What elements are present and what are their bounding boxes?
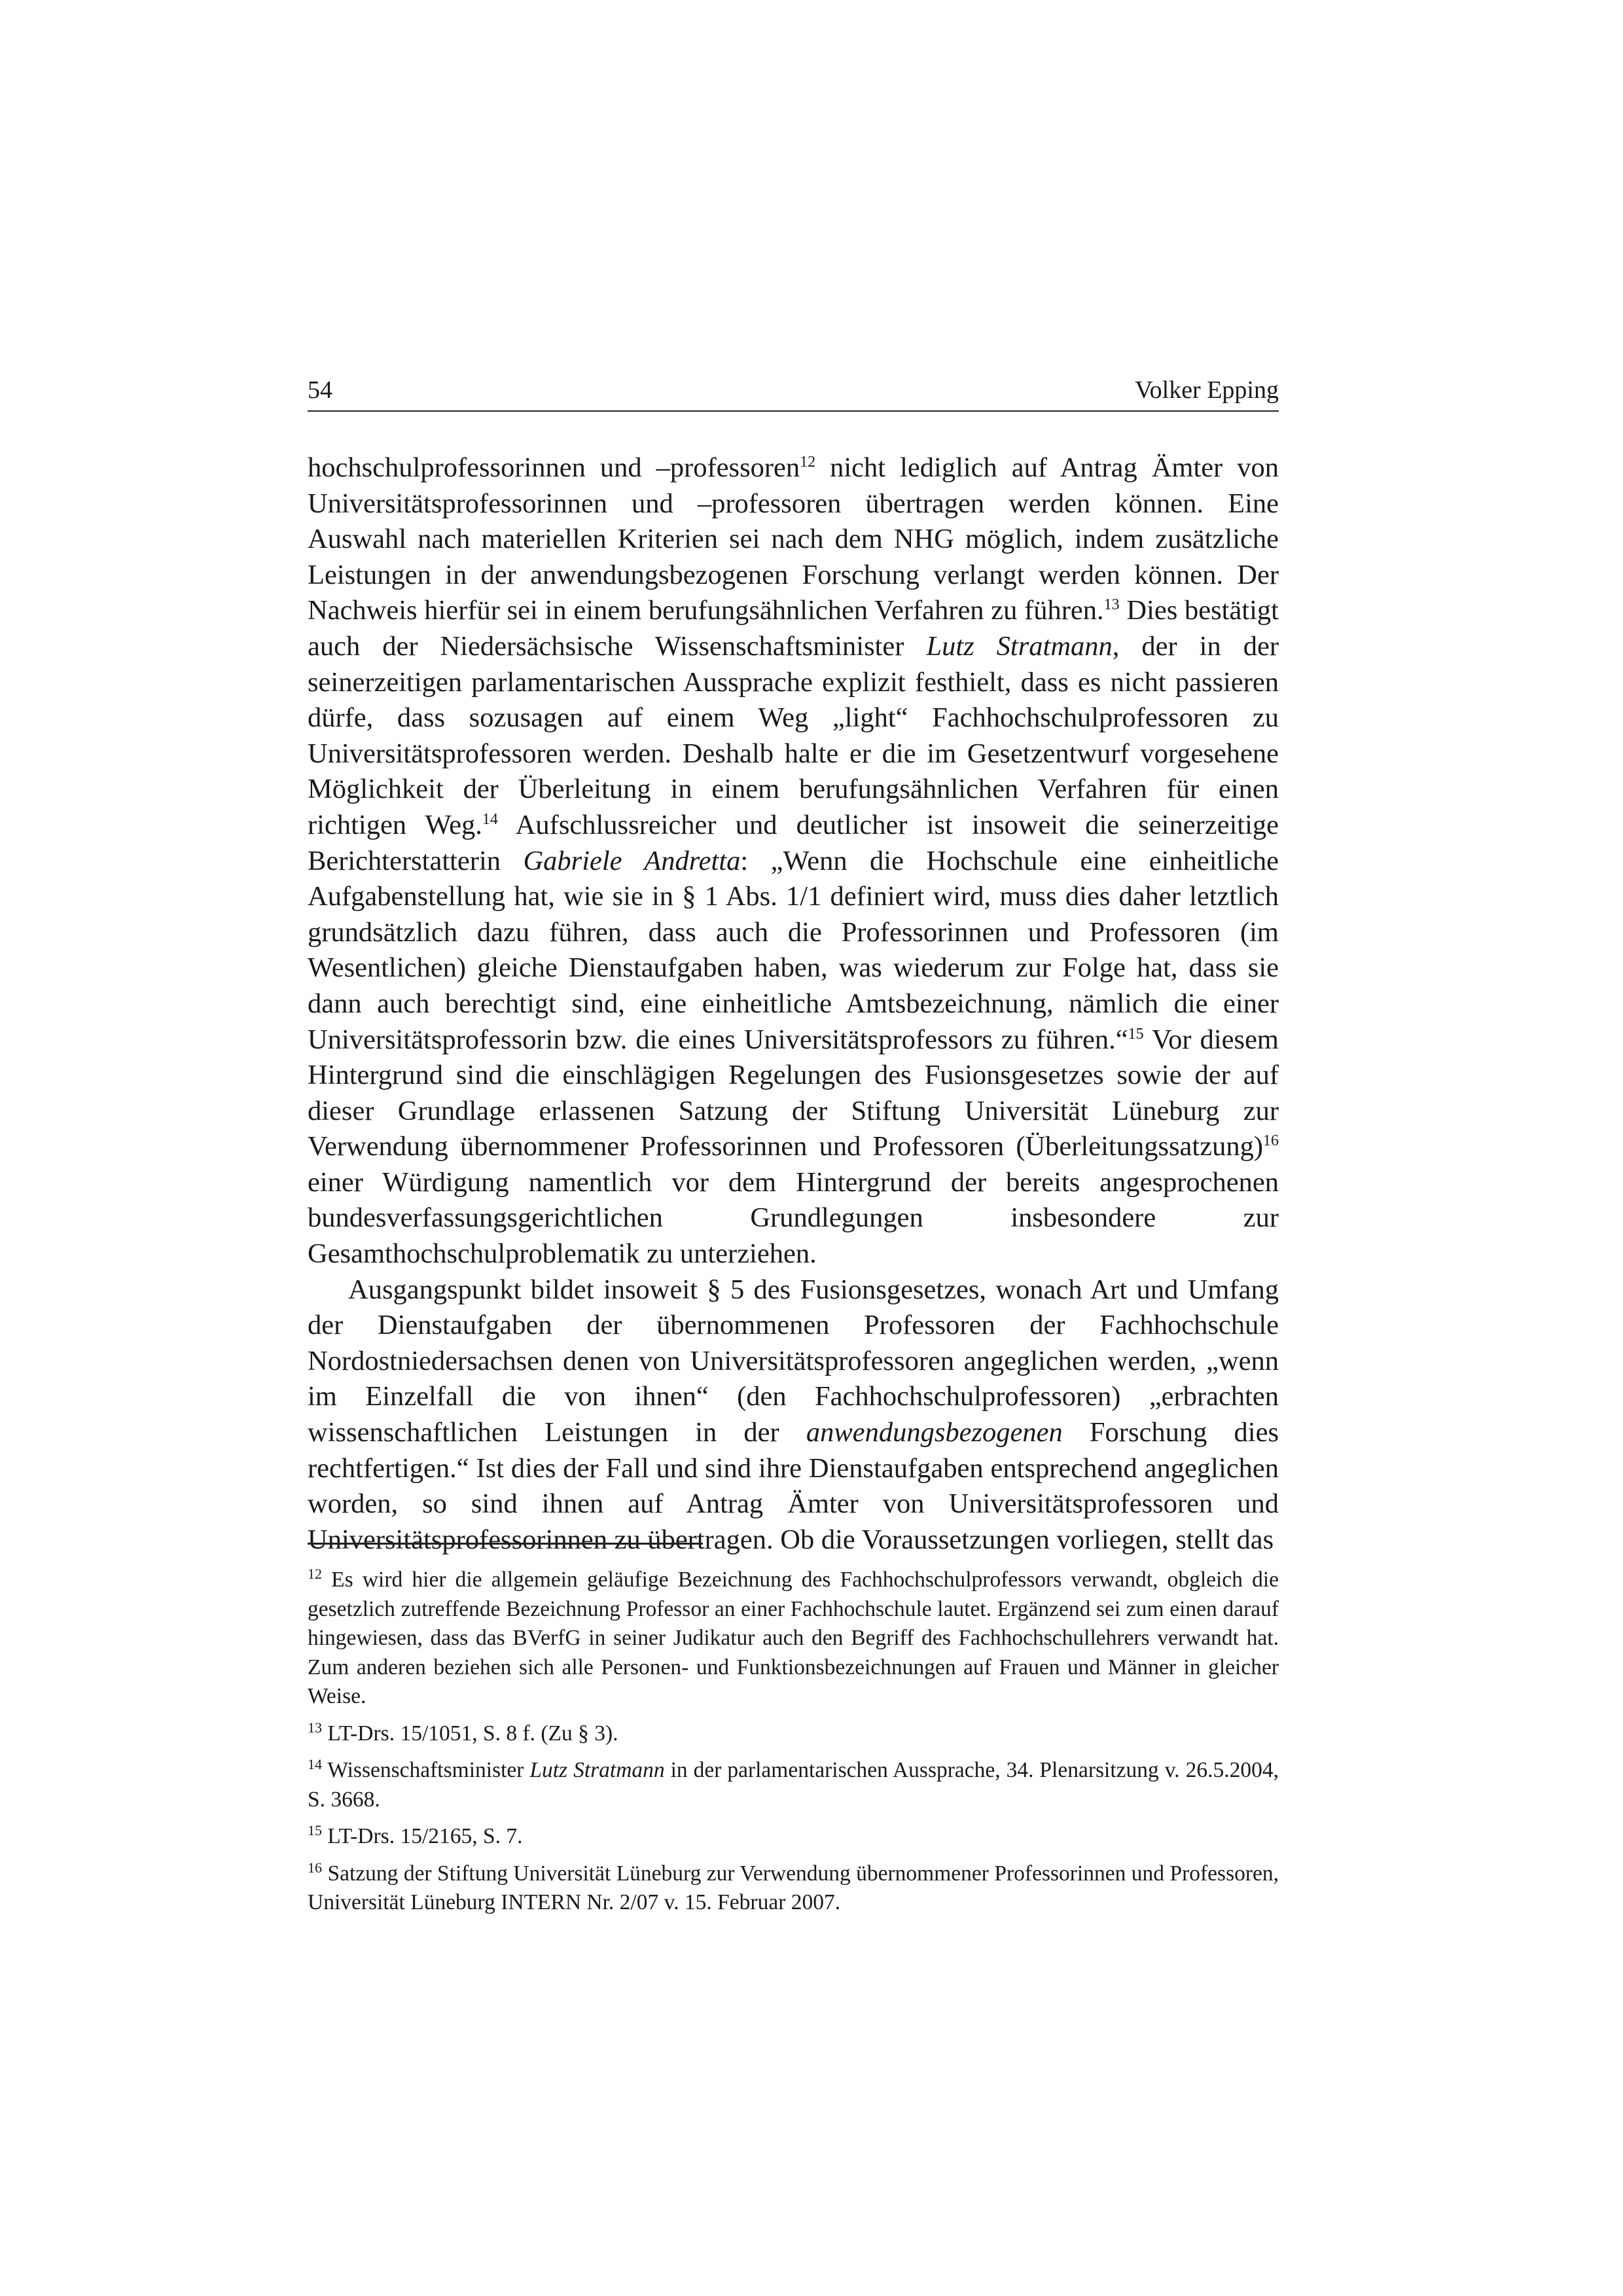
footnote-number: 12 bbox=[308, 1565, 322, 1582]
footnote-ref-12: 12 bbox=[800, 453, 816, 471]
person-name: Lutz Stratmann bbox=[529, 1758, 665, 1782]
footnote-number: 15 bbox=[308, 1821, 322, 1839]
footnote-text: Wissenschaftsminister bbox=[327, 1758, 530, 1782]
text-run: Vor diesem Hintergrund sind die einschlägigen Regelungen des Fusionsgesetzes sowie der auf dieser Grundlage erlassenen Satzung der Stiftung Universität Lüneburg zur Verwendung übernommener Professorinnen und Professoren (Überleitungssatzung) bbox=[308, 1024, 1279, 1162]
main-text bbox=[308, 450, 1279, 1558]
footnote-text: LT-Drs. 15/1051, S. 8 f. (Zu § 3). bbox=[327, 1721, 618, 1746]
running-author: Volker Epping bbox=[1135, 376, 1279, 404]
text-run: Dies bestätigt auch der Niedersächsische Wissenschaftsminister bbox=[308, 595, 1279, 662]
footnote-14 bbox=[308, 1756, 1279, 1814]
person-name: Lutz Stratmann bbox=[926, 630, 1113, 662]
paragraph bbox=[308, 1272, 1279, 1558]
footnote-12 bbox=[308, 1566, 1279, 1712]
text-run: einer Würdigung namentlich vor dem Hintergrund der bereits angesprochenen bundesverfassungsgerichtlichen Grundlegungen insbesondere zur Gesamthochschulproblematik zu unterziehen. bbox=[308, 1166, 1279, 1270]
text-run: nicht lediglich auf Antrag Ämter von Universitätsprofessorinnen und –professoren übertragen werden können. Eine Auswahl nach materiellen Kriterien sei nach dem NHG möglich, indem zusätzliche Leistungen in der anwendungsbezogenen Forschung verlangt werden können. Der Nachweis hierfür sei in einem berufungsähnlichen Verfahren zu führen. bbox=[308, 452, 1279, 626]
footnotes bbox=[308, 1566, 1279, 1926]
paragraph bbox=[308, 450, 1279, 1272]
footnote-separator bbox=[308, 1543, 703, 1545]
text-run: Forschung dies rechtfertigen.“ Ist dies der Fall und sind ihre Dienstaufgaben entsprechend angeglichen worden, so sind ihnen auf Antrag Ämter von Universitätsprofessoren und Universitätsprofessorinnen zu übertragen. Ob die Voraussetzungen vorliegen, stellt das bbox=[308, 1417, 1279, 1555]
footnote-ref-15: 15 bbox=[1128, 1025, 1144, 1043]
footnote-number: 13 bbox=[308, 1719, 322, 1736]
text-run: hochschulprofessorinnen und –professoren bbox=[308, 452, 800, 483]
page-number: 54 bbox=[308, 376, 332, 404]
text-run: , der in der seinerzeitigen parlamentarischen Aussprache explizit festhielt, dass es nicht passieren dürfe, dass sozusagen auf einem Weg „light“ Fachhochschulprofessoren zu Universitätsprofessoren werden. Deshalb halte er die im Gesetzentwurf vorgesehene Möglichkeit der Überleitung in einem berufungsähnlichen Verfahren für einen richtigen Weg. bbox=[308, 630, 1279, 840]
footnote-text: in der parlamentarischen Aussprache, 34. Plenarsitzung v. 26.5.2004, S. 3668. bbox=[308, 1758, 1279, 1812]
footnote-text: LT-Drs. 15/2165, S. 7. bbox=[327, 1824, 523, 1848]
footnote-13 bbox=[308, 1719, 1279, 1749]
person-name: Gabriele Andretta bbox=[523, 845, 741, 876]
footnote-number: 16 bbox=[308, 1859, 322, 1876]
footnote-ref-13: 13 bbox=[1103, 596, 1120, 614]
text-run: : „Wenn die Hochschule eine einheitliche Aufgabenstellung hat, wie sie in § 1 Abs. 1/1 definiert wird, muss dies daher letztlich grundsätzlich dazu führen, dass auch die Professorinnen und Professoren (im Wesentlichen) gleiche Dienstaufgaben haben, was wiederum zur Folge hat, dass sie dann auch berechtigt sind, eine einheitliche Amtsbezeichnung, nämlich die einer Universitätsprofessorin bzw. die eines Universitätsprofessors zu führen.“ bbox=[308, 845, 1279, 1055]
running-header bbox=[308, 370, 1279, 412]
footnote-text: Es wird hier die allgemein geläufige Bezeichnung des Fachhochschulprofessors verwandt, obgleich die gesetzlich zutreffende Bezeichnung Professor an einer Fachhochschule lautet. Ergänzend sei zum einen darauf hingewiesen, dass das BVerfG in seiner Judikatur auch den Begriff des Fachhochschullehrers verwandt hat. Zum anderen beziehen sich alle Personen- und Funktionsbezeichnungen auf Frauen und Männer in gleicher Weise. bbox=[308, 1568, 1279, 1708]
footnote-ref-14: 14 bbox=[482, 810, 498, 828]
footnote-ref-16: 16 bbox=[1263, 1132, 1279, 1150]
text-run: Ausgangspunkt bildet insoweit § 5 des Fusionsgesetzes, wonach Art und Umfang der Dienstaufgaben der übernommenen Professoren der Fachhochschule Nordostniedersachsen denen von Universitätsprofessoren angeglichen werden, „wenn im Einzelfall die von ihnen“ (den Fachhochschulprofessoren) „erbrachten wissenschaftlichen Leistungen in der bbox=[308, 1274, 1279, 1448]
text-run: Aufschlussreicher und deutlicher ist insoweit die seinerzeitige Berichterstatterin bbox=[308, 809, 1279, 876]
footnote-16 bbox=[308, 1859, 1279, 1918]
footnote-number: 14 bbox=[308, 1755, 322, 1772]
footnote-text: Satzung der Stiftung Universität Lüneburg zur Verwendung übernommener Professorinnen und Professoren, Universität Lüneburg INTERN Nr. 2/07 v. 15. Februar 2007. bbox=[308, 1861, 1279, 1914]
emphasis: anwendungsbezogenen bbox=[806, 1417, 1063, 1448]
footnote-15 bbox=[308, 1822, 1279, 1852]
